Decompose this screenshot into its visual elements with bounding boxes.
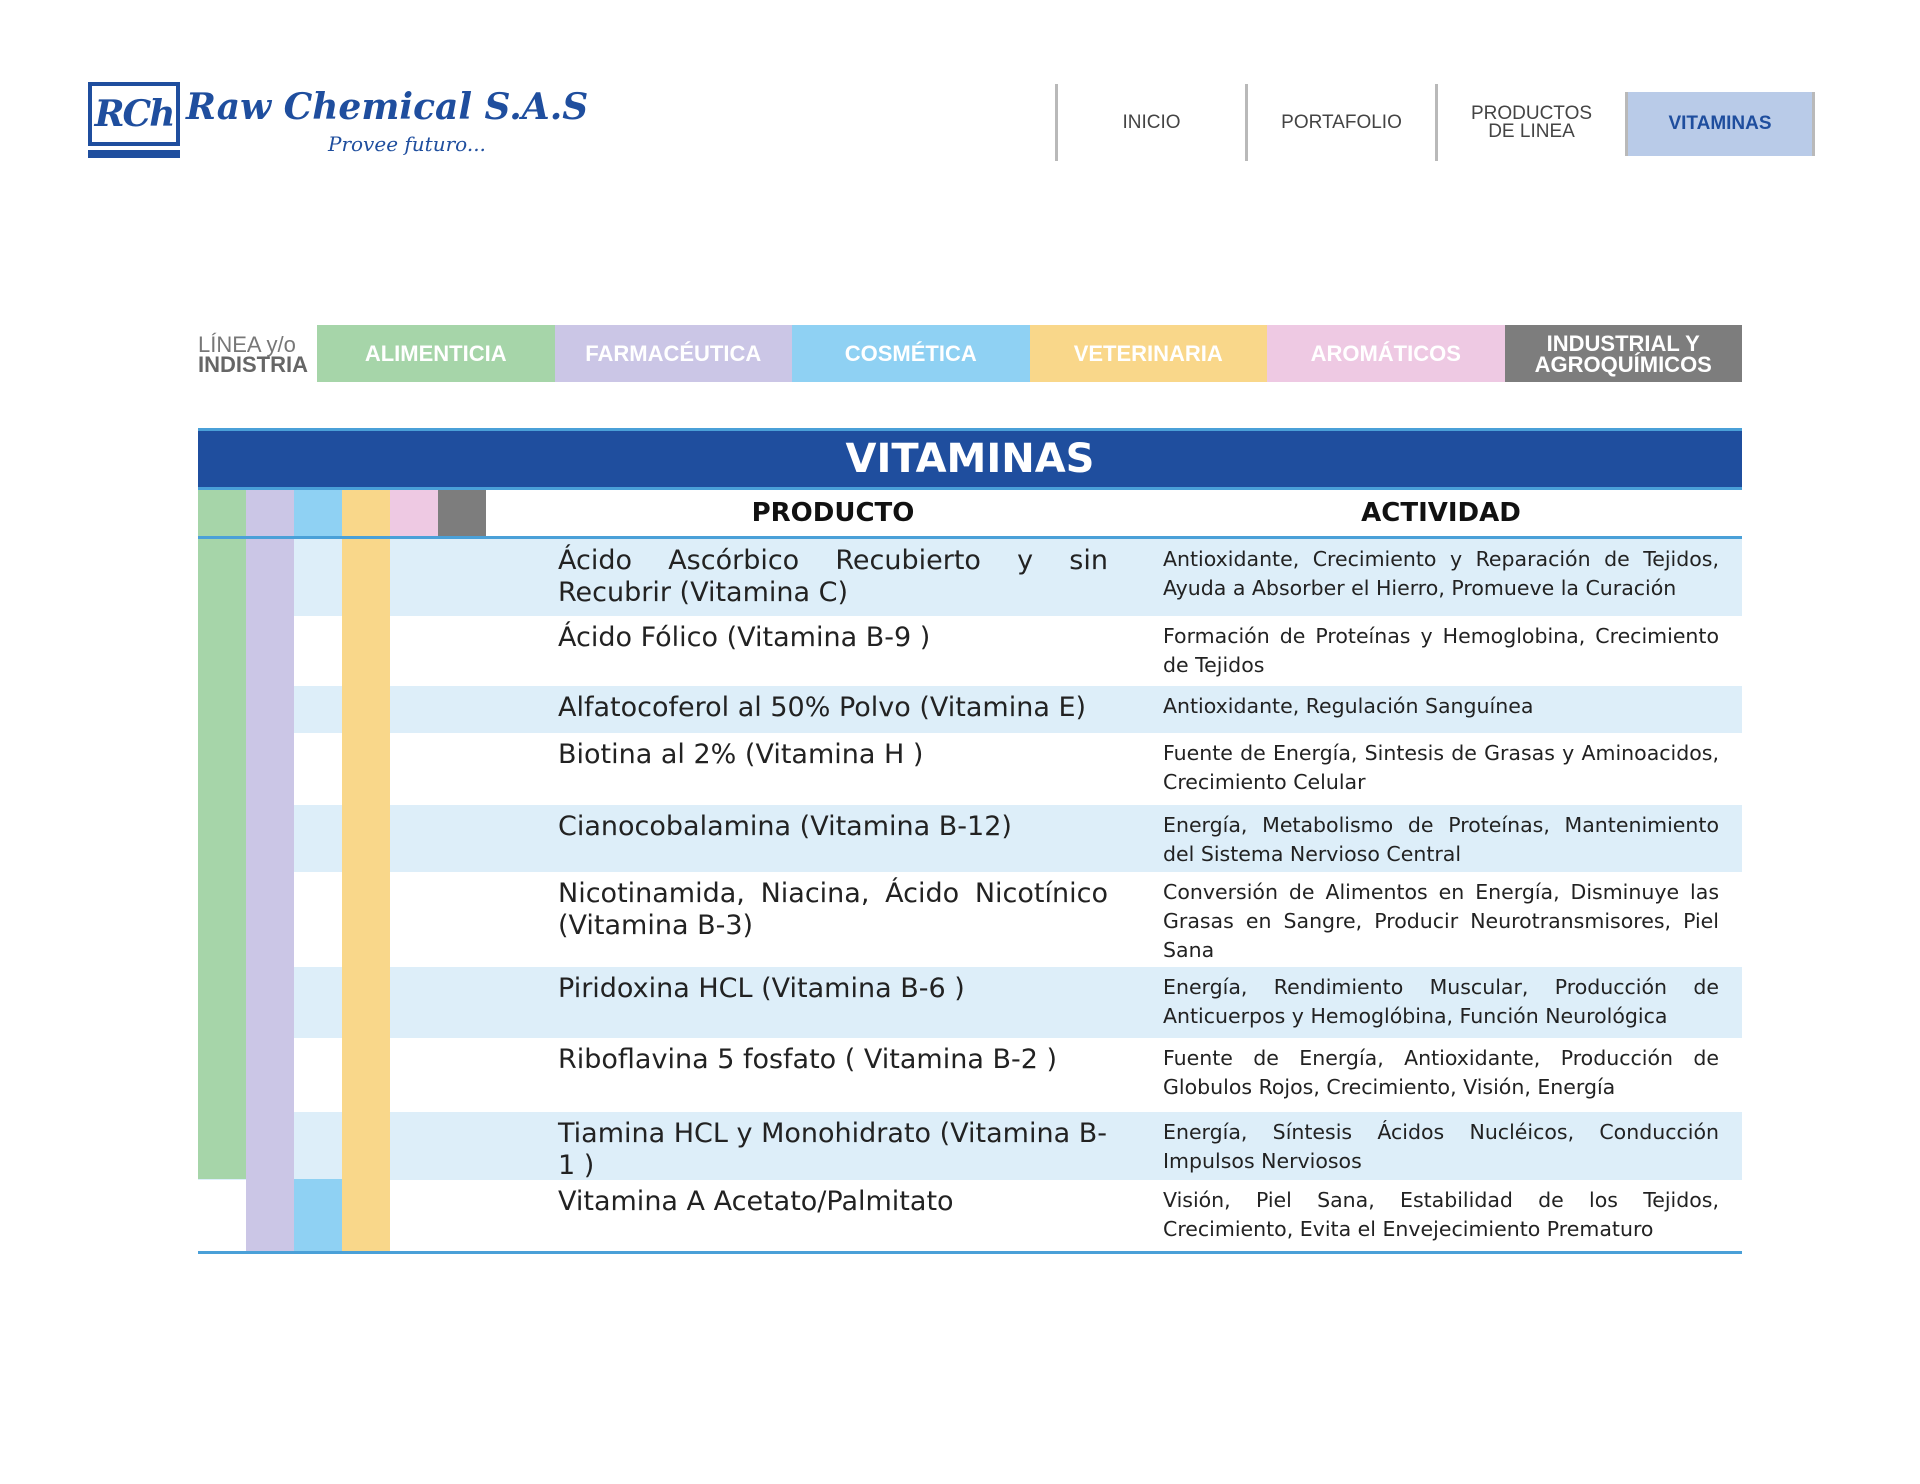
product-name: Tiamina HCL y Monohidrato (Vitamina B-1 ) <box>558 1118 1107 1181</box>
product-name: Ácido Fólico (Vitamina B-9 ) <box>558 622 931 653</box>
table-row <box>198 1180 1742 1251</box>
category-farmaceutica[interactable]: FARMACÉUTICA <box>555 325 793 382</box>
product-name: Alfatocoferol al 50% Polvo (Vitamina E) <box>558 692 1087 723</box>
category-bar-label <box>198 325 317 382</box>
table-row <box>198 805 1742 872</box>
product-activity: Conversión de Alimentos en Energía, Disminuye las Grasas en Sangre, Producir Neurotransmisores, Piel Sana <box>1163 880 1719 962</box>
product-activity: Antioxidante, Crecimiento y Reparación de Tejidos, Ayuda a Absorber el Hierro, Promueve la Curación <box>1163 547 1719 600</box>
nav-productos-de-linea[interactable] <box>1435 84 1625 161</box>
product-activity: Energía, Metabolismo de Proteínas, Mantenimiento del Sistema Nervioso Central <box>1163 813 1719 866</box>
table-row <box>198 1112 1742 1180</box>
availability-bar-veterinaria <box>342 539 390 1251</box>
table-row <box>198 733 1742 805</box>
header-producto: PRODUCTO <box>751 498 915 528</box>
nav-productos-label: PRODUCTOS DE LINEA <box>1470 102 1593 142</box>
product-name: Ácido Ascórbico Recubierto y sin Recubrir (Vitamina C) <box>558 545 1108 608</box>
company-logo[interactable] <box>88 82 589 162</box>
logo-mark <box>88 82 180 146</box>
category-alimenticia[interactable]: ALIMENTICIA <box>317 325 555 382</box>
availability-bar-farmaceutica <box>246 539 294 1251</box>
company-tagline: Provee futuro... <box>328 132 486 156</box>
vitamins-table <box>198 428 1742 1251</box>
category-industrial-label: INDUSTRIAL Y AGROQUÍMICOS <box>1534 330 1712 377</box>
product-name: Cianocobalamina (Vitamina B-12) <box>558 811 1012 842</box>
header-swatch-industrial <box>438 490 486 536</box>
availability-bar-cosmetica <box>294 1179 342 1251</box>
category-industrial-agroquimicos[interactable] <box>1505 325 1743 382</box>
category-label-bottom: INDISTRIA <box>198 352 308 377</box>
header-swatch-alimenticia <box>198 490 246 536</box>
logo-mark-text: RCh <box>94 93 174 135</box>
product-name: Piridoxina HCL (Vitamina B-6 ) <box>558 973 965 1004</box>
company-name: Raw Chemical S.A.S <box>186 86 589 128</box>
product-activity: Fuente de Energía, Sintesis de Grasas y Aminoacidos, Crecimiento Celular <box>1163 741 1719 794</box>
header-swatch-farmaceutica <box>246 490 294 536</box>
product-name: Riboflavina 5 fosfato ( Vitamina B-2 ) <box>558 1044 1058 1075</box>
header-swatch-cosmetica <box>294 490 342 536</box>
header-swatch-veterinaria <box>342 490 390 536</box>
product-activity: Formación de Proteínas y Hemoglobina, Crecimiento de Tejidos <box>1163 624 1719 677</box>
table-row <box>198 616 1742 686</box>
table-title: VITAMINAS <box>198 428 1742 490</box>
product-name: Nicotinamida, Niacina, Ácido Nicotínico (Vitamina B-3) <box>558 878 1108 941</box>
header-actividad: ACTIVIDAD <box>1361 498 1521 528</box>
product-activity: Visión, Piel Sana, Estabilidad de los Tejidos, Crecimiento, Evita el Envejecimiento Prematuro <box>1163 1188 1719 1241</box>
logo-underline <box>88 150 180 158</box>
category-label-top: LÍNEA y/o <box>198 332 296 357</box>
industry-category-bar <box>198 325 1742 382</box>
availability-bar-alimenticia <box>198 539 246 1179</box>
product-activity: Energía, Síntesis Ácidos Nucléicos, Conducción Impulsos Nerviosos <box>1163 1120 1719 1173</box>
nav-portafolio[interactable]: PORTAFOLIO <box>1245 84 1435 161</box>
product-activity: Energía, Rendimiento Muscular, Producción de Anticuerpos y Hemoglóbina, Función Neurológica <box>1163 975 1719 1028</box>
product-name: Biotina al 2% (Vitamina H ) <box>558 739 924 770</box>
header-swatch-aromaticos <box>390 490 438 536</box>
table-bottom-border <box>198 1251 1742 1254</box>
table-header-row <box>198 490 1742 539</box>
category-aromaticos[interactable]: AROMÁTICOS <box>1267 325 1505 382</box>
nav-inicio[interactable]: INICIO <box>1055 84 1245 161</box>
product-activity: Fuente de Energía, Antioxidante, Producción de Globulos Rojos, Crecimiento, Visión, Energía <box>1163 1046 1719 1099</box>
nav-vitaminas[interactable]: VITAMINAS <box>1625 92 1815 156</box>
category-veterinaria[interactable]: VETERINARIA <box>1030 325 1268 382</box>
table-row <box>198 686 1742 733</box>
table-body <box>198 539 1742 1251</box>
table-row <box>198 539 1742 616</box>
product-activity: Antioxidante, Regulación Sanguínea <box>1163 694 1534 718</box>
table-row <box>198 967 1742 1038</box>
table-row <box>198 1038 1742 1112</box>
table-row <box>198 872 1742 967</box>
category-cosmetica[interactable]: COSMÉTICA <box>792 325 1030 382</box>
product-name: Vitamina A Acetato/Palmitato <box>558 1186 954 1217</box>
top-nav <box>1055 84 1815 161</box>
